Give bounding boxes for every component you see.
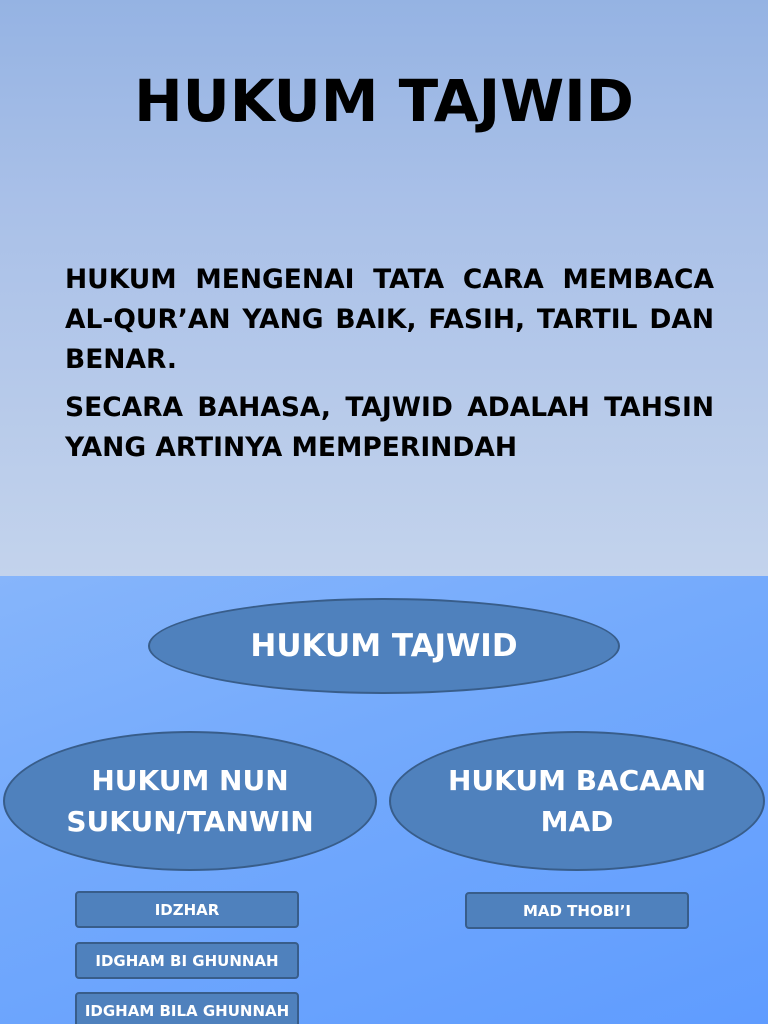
body-paragraph-2: SECARA BAHASA, TAJWID ADALAH TAHSIN YANG ARTINYA MEMPERINDAH	[65, 392, 714, 463]
item-idzhar: IDZHAR	[75, 891, 299, 928]
root-node-hukum-tajwid: HUKUM TAJWID	[148, 598, 620, 694]
body-paragraph-1: HUKUM MENGENAI TATA CARA MEMBACA AL-QUR’AN YANG BAIK, FASIH, TARTIL DAN BENAR.	[65, 264, 714, 375]
branch-node-nun-sukun: HUKUM NUN SUKUN/TANWIN	[3, 731, 377, 871]
slide-2-diagram	[0, 576, 768, 1024]
slide-body	[65, 260, 714, 476]
item-idgham-bila-ghunnah: IDGHAM BILA GHUNNAH	[75, 992, 299, 1024]
item-idgham-bi-ghunnah: IDGHAM BI GHUNNAH	[75, 942, 299, 979]
branch-node-bacaan-mad: HUKUM BACAAN MAD	[389, 731, 765, 871]
slide-title: HUKUM TAJWID	[134, 67, 634, 135]
item-mad-thobii: MAD THOBI’I	[465, 892, 689, 929]
